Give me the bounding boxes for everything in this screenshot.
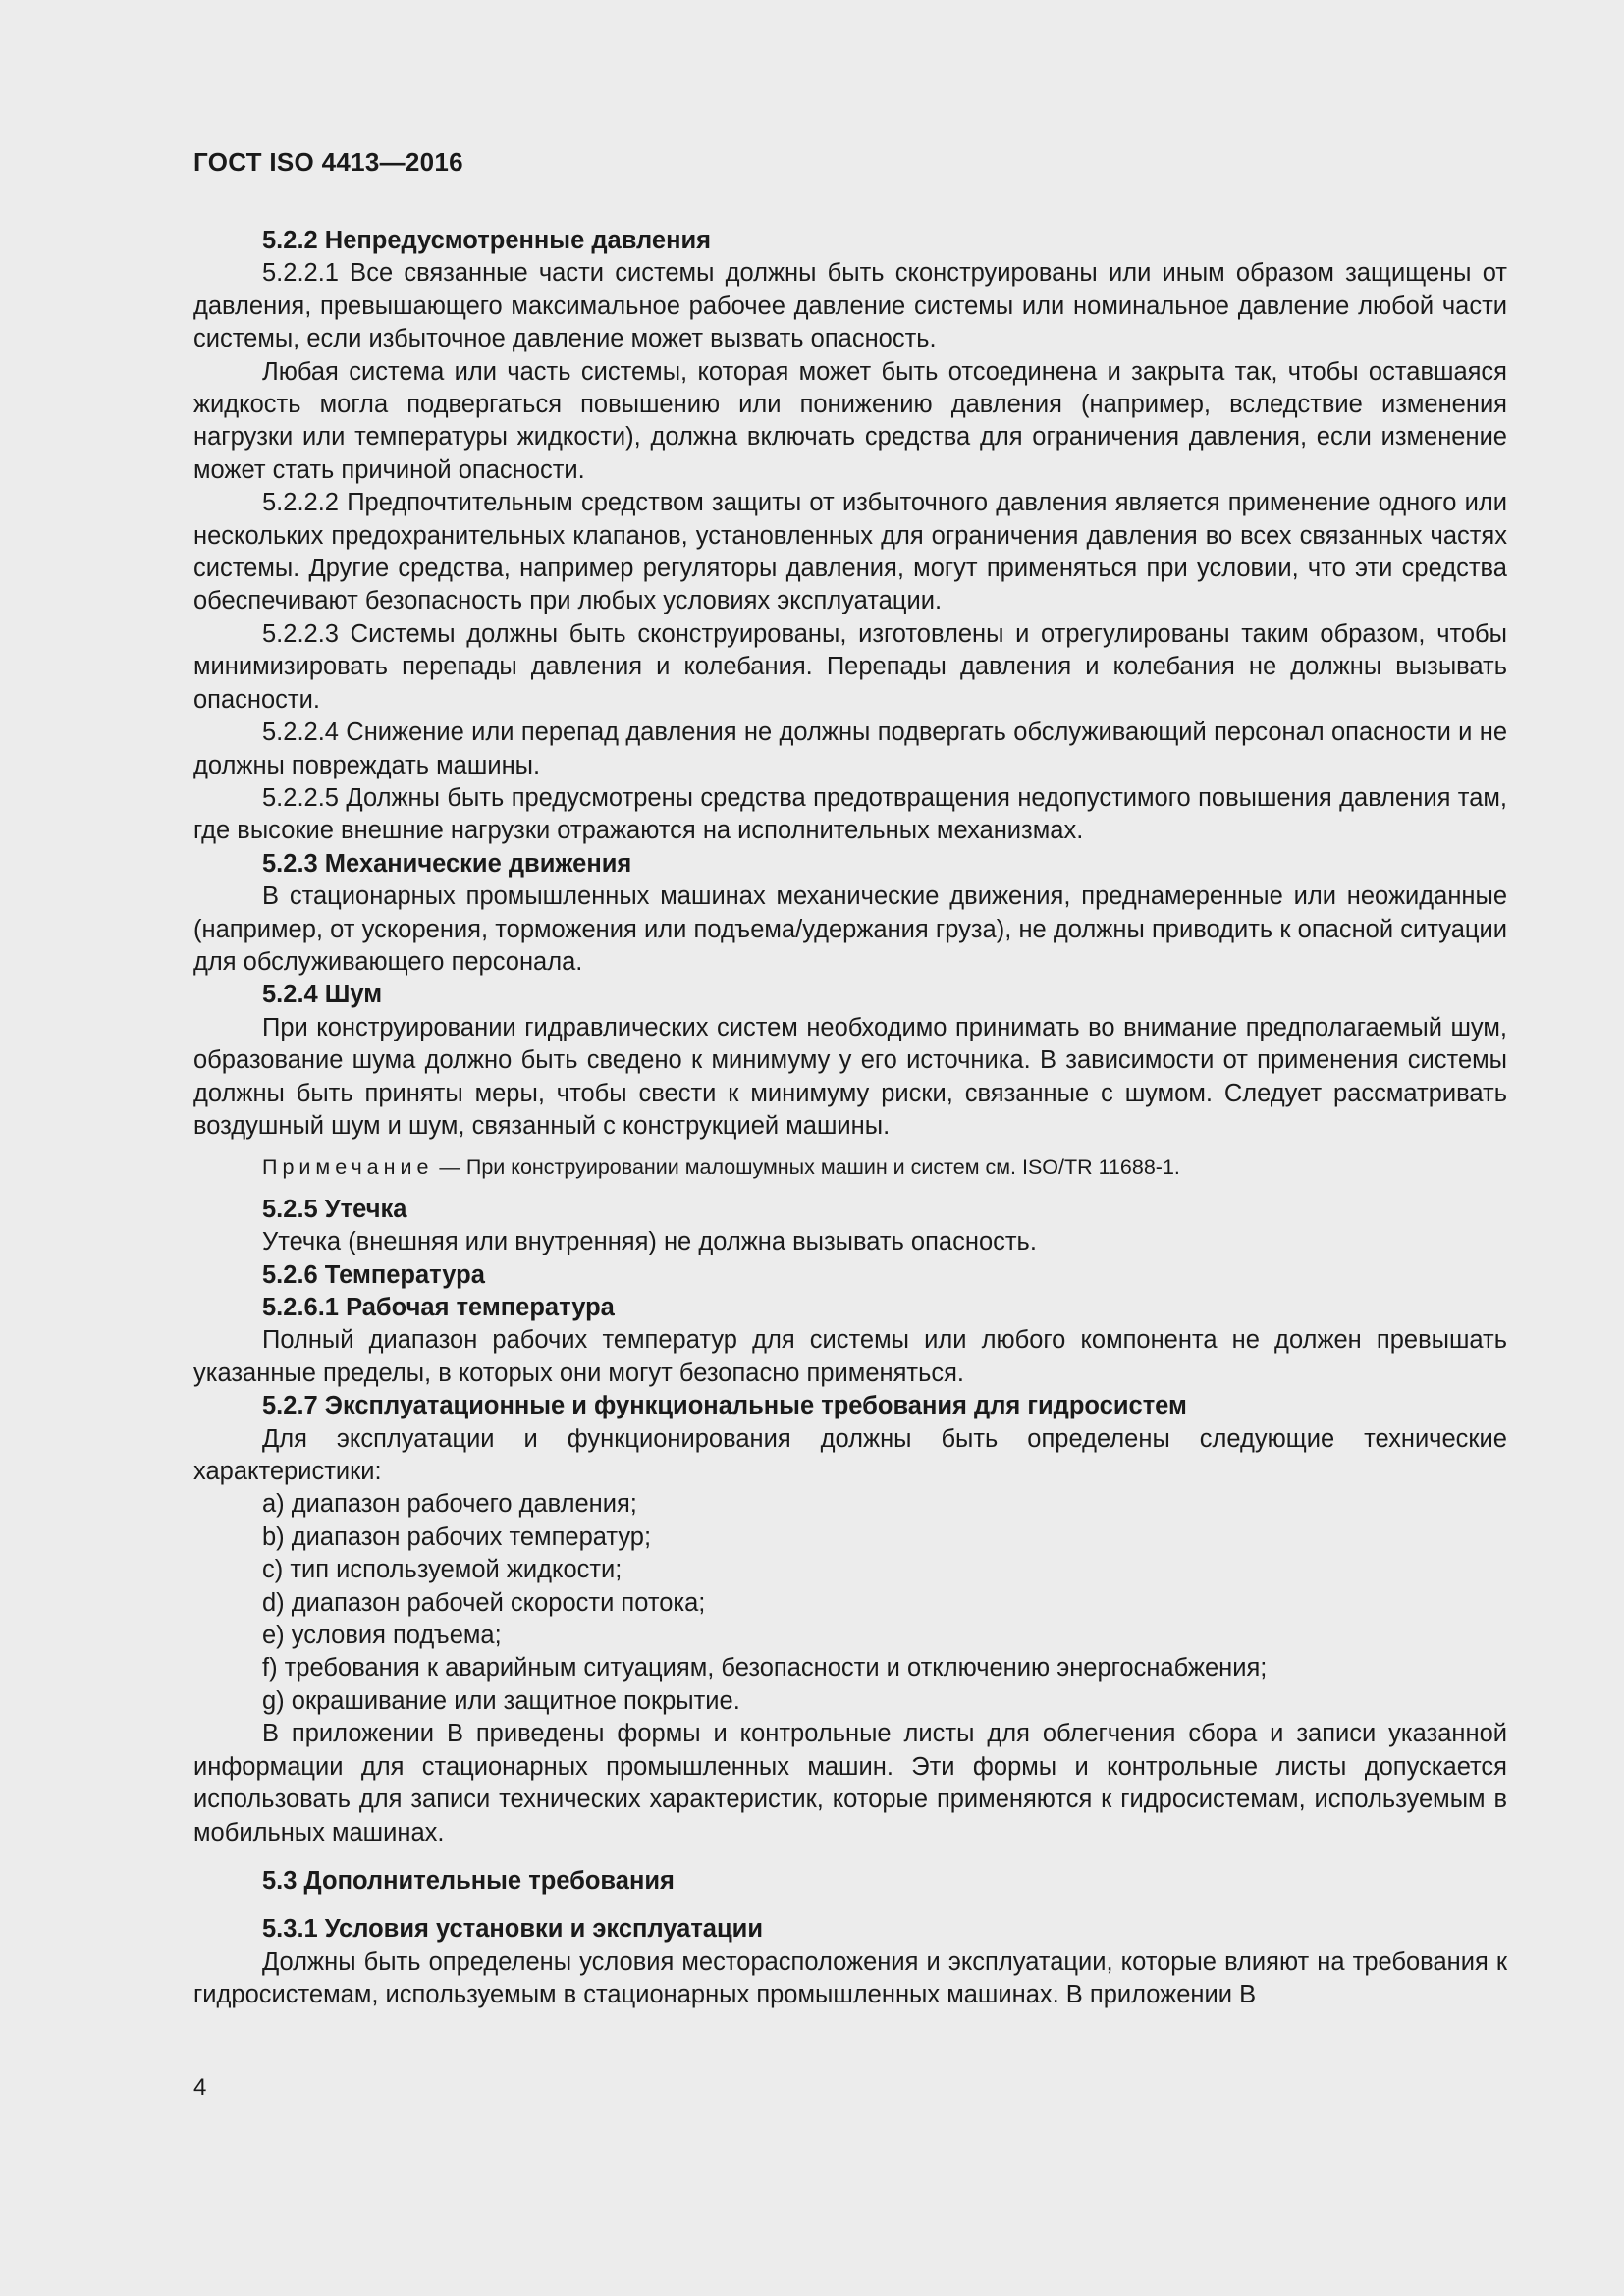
body-paragraph: При конструировании гидравлических систем необходимо принимать во внимание предполагаемый шум, образование шума должно быть сведено к минимуму у его источника. В зависимости от применения системы должны быть приняты меры, чтобы свести к минимуму риски, связанные с шумом. Следует рассматривать воздушный шум и шум, связанный с конструкцией машины. — [193, 1013, 1507, 1140]
section-heading: 5.2.6.1 Рабочая температура — [262, 1294, 615, 1321]
section-heading: 5.3 Дополнительные требования — [262, 1866, 675, 1895]
page-number: 4 — [193, 2074, 207, 2101]
body-paragraph: 5.2.2.4 Снижение или перепад давления не должны подвергать обслуживающий персонал опасности и не должны повреждать машины. — [193, 719, 1507, 779]
list-item: d) диапазон рабочей скорости потока; — [262, 1588, 706, 1617]
body-paragraph: В стационарных промышленных машинах механические движения, преднамеренные или неожиданные (например, от ускорения, торможения или подъема/удержания груза), не должны приводить к опасной ситуации для обслуживающего персонала. — [193, 882, 1507, 976]
section-heading: 5.3.1 Условия установки и эксплуатации — [262, 1915, 764, 1944]
body-paragraph: 5.2.2.3 Системы должны быть сконструированы, изготовлены и отрегулированы таким образом, чтобы минимизировать перепады давления и колебания. Перепады давления и колебания не должны вызывать опасности. — [193, 619, 1507, 714]
section-heading: 5.2.5 Утечка — [262, 1195, 407, 1223]
list-item: a) диапазон рабочего давления; — [262, 1490, 637, 1519]
section-heading: 5.2.7 Эксплуатационные и функциональные требования для гидросистем — [262, 1392, 1187, 1420]
body-paragraph: 5.2.2.2 Предпочтительным средством защиты от избыточного давления является применение одного или нескольких предохранительных клапанов, установленных для ограничения давления во всех связанных частях системы. Другие средства, например регуляторы давления, могут применяться при условии, что эти средства обеспечивают безопасность при любых условиях эксплуатации. — [193, 489, 1507, 615]
body-paragraph: Должны быть определены условия месторасположения и эксплуатации, которые влияют на требования к гидросистемам, используемым в стационарных промышленных машинах. В приложении В — [193, 1948, 1507, 2009]
section-heading: 5.2.4 Шум — [262, 981, 383, 1009]
body-paragraph: Полный диапазон рабочих температур для системы или любого компонента не должен превышать указанные пределы, в которых они могут безопасно применяться. — [193, 1326, 1507, 1387]
section-heading: 5.2.2 Непредусмотренные давления — [262, 227, 712, 254]
note-text: — При конструировании малошумных машин и систем см. ISO/TR 11688-1. — [433, 1155, 1180, 1180]
body-paragraph: В приложении В приведены формы и контрольные листы для облегчения сбора и записи указанной информации для стационарных промышленных машин. Эти формы и контрольные листы допускается использовать для записи технических характеристик, которые применяются к гидросистемам, используемым в мобильных машинах. — [193, 1720, 1507, 1846]
note-label: Примечание — [262, 1155, 434, 1180]
page-content — [193, 225, 1507, 2012]
body-paragraph: 5.2.2.5 Должны быть предусмотрены средства предотвращения недопустимого повышения давления там, где высокие внешние нагрузки отражаются на исполнительных механизмах. — [193, 783, 1507, 845]
section-heading: 5.2.6 Температура — [262, 1260, 485, 1289]
list-item: c) тип используемой жидкости; — [262, 1556, 623, 1584]
list-item: b) диапазон рабочих температур; — [262, 1522, 652, 1551]
body-paragraph: Утечка (внешняя или внутренняя) не должна вызывать опасность. — [262, 1228, 1037, 1256]
body-paragraph: Для эксплуатации и функционирования должны быть определены следующие технические характеристики: — [193, 1424, 1507, 1486]
list-item: g) окрашивание или защитное покрытие. — [262, 1686, 740, 1715]
section-heading: 5.2.3 Механические движения — [262, 849, 632, 878]
note — [193, 1151, 1507, 1184]
list-item: f) требования к аварийным ситуациям, безопасности и отключению энергоснабжения; — [262, 1654, 1268, 1682]
body-paragraph: 5.2.2.1 Все связанные части системы должны быть сконструированы или иным образом защищены от давления, превышающего максимальное рабочее давление системы или номинальное давление любой части системы, если избыточное давление может вызвать опасность. — [193, 259, 1507, 353]
body-paragraph: Любая система или часть системы, которая может быть отсоединена и закрыта так, чтобы оставшаяся жидкость могла подвергаться повышению или понижению давления (например, вследствие изменения нагрузки или температуры жидкости), должна включать средства для ограничения давления, если изменение может стать причиной опасности. — [193, 357, 1507, 484]
standard-header: ГОСТ ISO 4413—2016 — [193, 147, 463, 177]
list-item: e) условия подъема; — [262, 1622, 502, 1650]
